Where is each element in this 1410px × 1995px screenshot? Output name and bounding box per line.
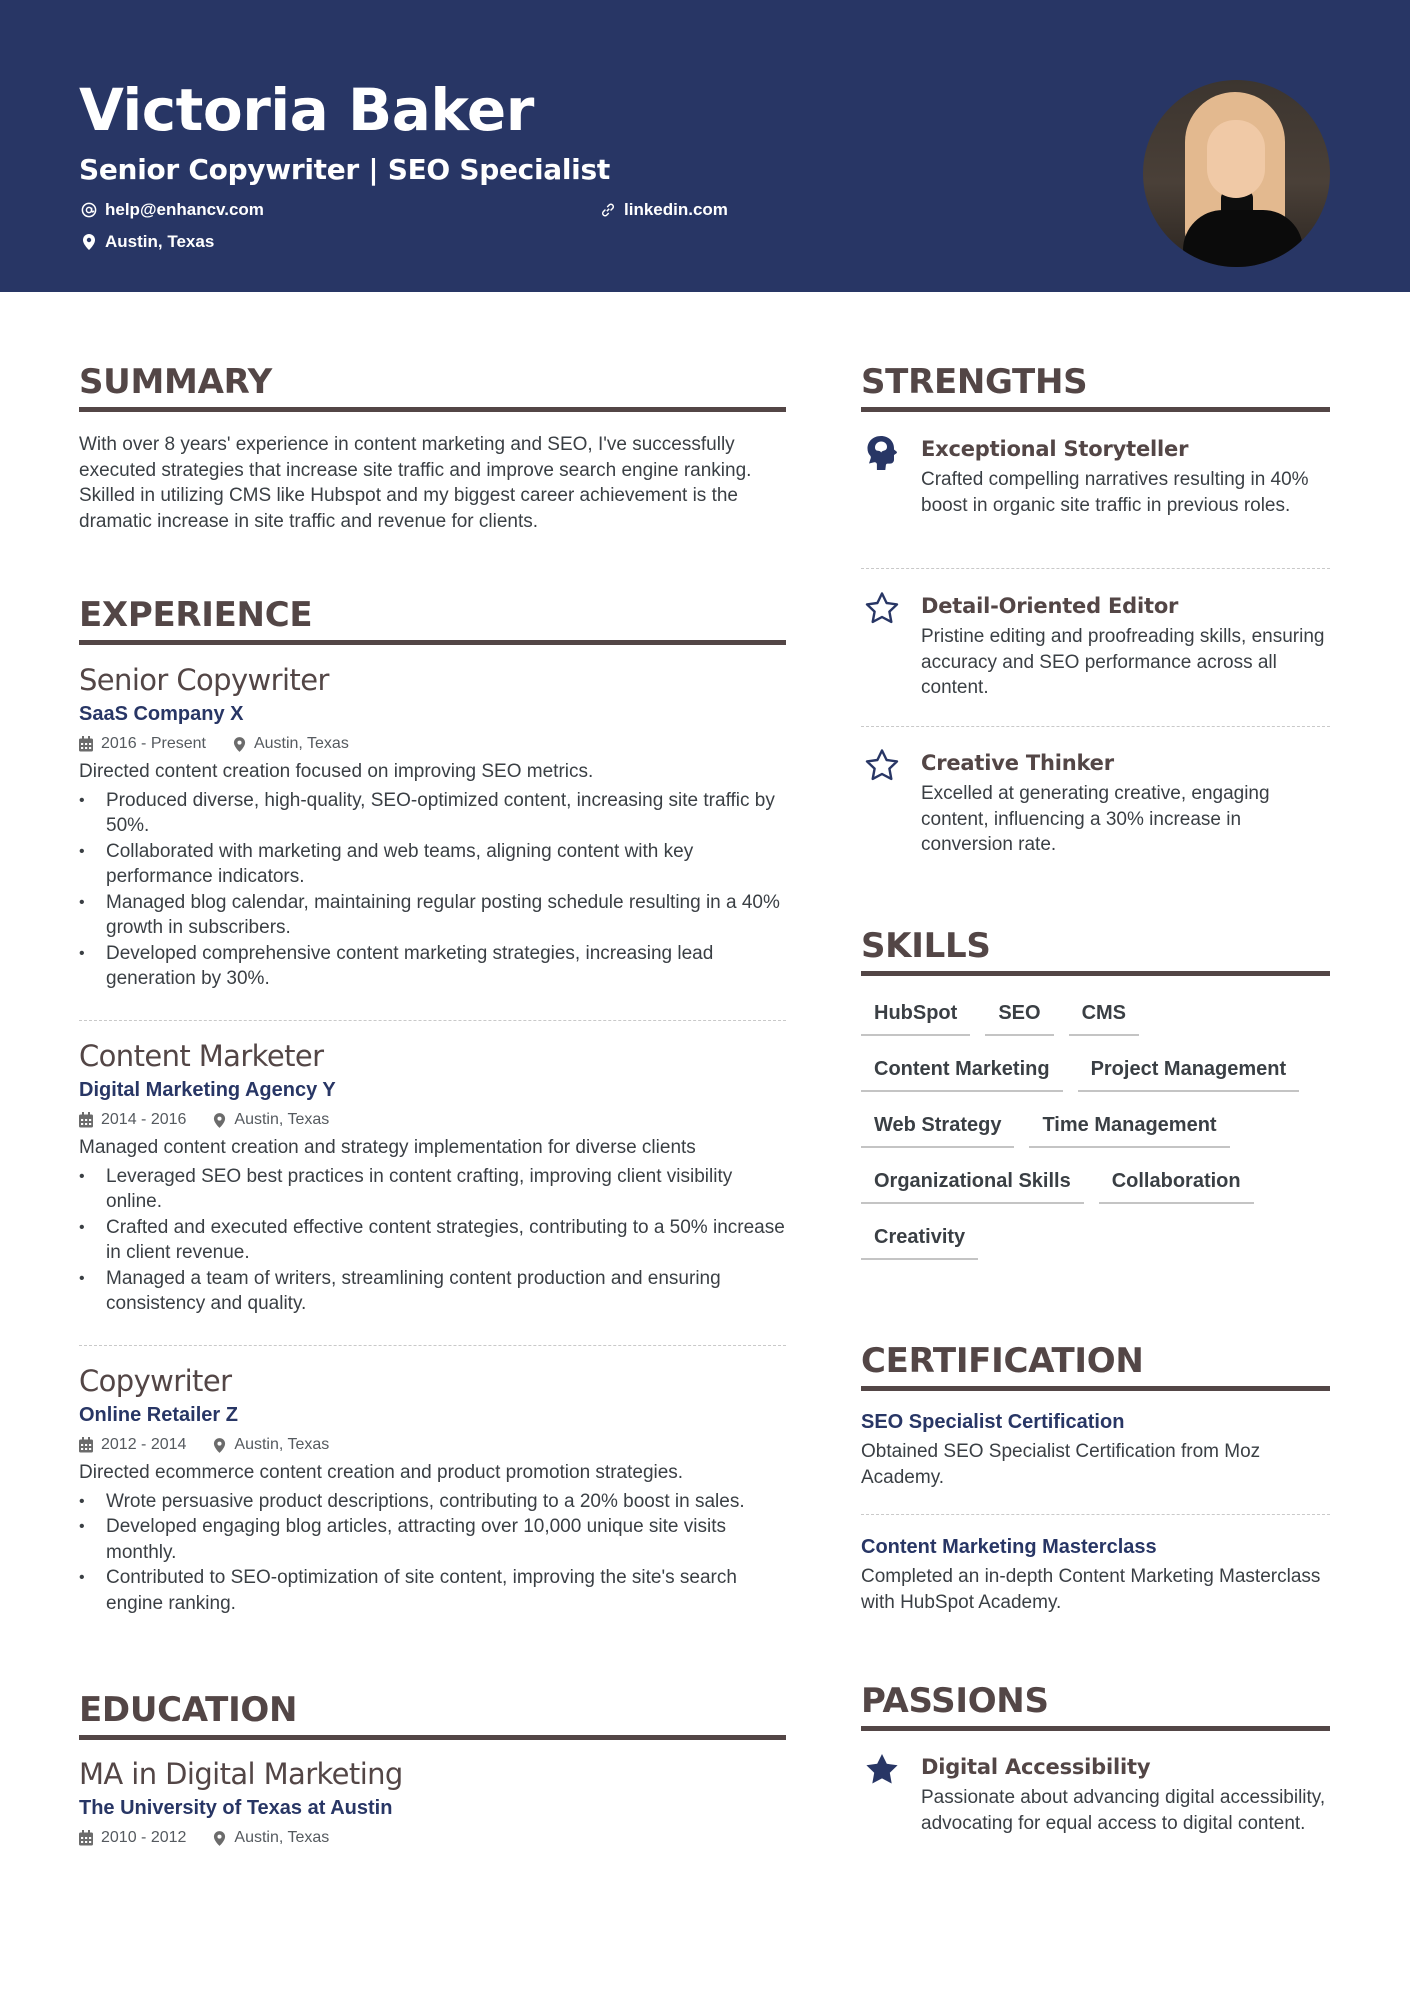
job-company: SaaS Company X xyxy=(79,703,244,725)
brain-head-icon xyxy=(864,434,900,470)
certification-item xyxy=(861,1533,1330,1615)
divider xyxy=(861,1514,1330,1515)
resume-header xyxy=(0,0,1410,292)
section-title-summary: SUMMARY xyxy=(79,362,786,412)
strength-title: Exceptional Storyteller xyxy=(921,437,1189,461)
education-meta xyxy=(79,1826,786,1850)
summary-text: With over 8 years' experience in content marketing and SEO, I've successfully executed strategies that increase site traffic and improve search engine ranking. Skilled in utilizing CMS like Hubspot and my biggest career achievement is the dramatic increase in site traffic and revenue for clients. xyxy=(79,434,752,532)
section-title-passions: PASSIONS xyxy=(861,1681,1330,1731)
job-location xyxy=(233,732,349,756)
divider xyxy=(861,568,1330,569)
strength-title: Creative Thinker xyxy=(921,751,1114,775)
bullet-item: • Crafted and executed effective content strategies, contributing to a 50% increase in client revenue. xyxy=(79,1215,786,1266)
strength-description: Excelled at generating creative, engaging content, influencing a 30% increase in conversion rate. xyxy=(921,783,1270,855)
job-dates xyxy=(79,1108,186,1132)
contact-location xyxy=(79,231,214,253)
job-dates xyxy=(79,732,206,756)
dates-text: 2012 - 2014 xyxy=(101,1436,187,1453)
strength-item xyxy=(861,591,1330,701)
location-pin-icon xyxy=(213,1830,226,1847)
job-location xyxy=(213,1108,329,1132)
location-text: Austin, Texas xyxy=(253,735,349,752)
experience-item xyxy=(79,1038,786,1317)
job-bullets xyxy=(79,788,786,992)
calendar-icon xyxy=(79,736,93,752)
certification-description: Obtained SEO Specialist Certification from Moz Academy. xyxy=(861,1441,1261,1488)
strength-item xyxy=(861,748,1330,858)
location-pin-icon xyxy=(213,1112,226,1129)
bullet-item: • Leveraged SEO best practices in content crafting, improving client visibility online. xyxy=(79,1164,786,1215)
school: The University of Texas at Austin xyxy=(79,1797,393,1819)
education-item xyxy=(79,1756,786,1850)
job-dates xyxy=(79,1433,186,1457)
job-description: Managed content creation and strategy implementation for diverse clients xyxy=(79,1137,696,1158)
certification-title: SEO Specialist Certification xyxy=(861,1411,1125,1433)
skill-tag: CMS xyxy=(1069,996,1139,1036)
job-company: Online Retailer Z xyxy=(79,1404,238,1426)
location-text: Austin, Texas xyxy=(234,1111,330,1128)
degree: MA in Digital Marketing xyxy=(79,1757,403,1791)
skill-tag: Web Strategy xyxy=(861,1108,1014,1148)
calendar-icon xyxy=(79,1437,93,1453)
dates-text: 2016 - Present xyxy=(101,735,206,752)
bullet-item: • Developed engaging blog articles, attracting over 10,000 unique site visits monthly. xyxy=(79,1514,786,1565)
email-text[interactable]: help@enhancv.com xyxy=(105,200,264,219)
location-pin-icon xyxy=(213,1437,226,1454)
location-text: Austin, Texas xyxy=(234,1436,330,1453)
job-description: Directed content creation focused on improving SEO metrics. xyxy=(79,761,594,782)
experience-item xyxy=(79,662,786,992)
calendar-icon xyxy=(79,1830,93,1846)
location-text: Austin, Texas xyxy=(234,1829,330,1846)
job-meta xyxy=(79,1433,786,1457)
at-icon xyxy=(79,200,99,220)
skill-tag: Time Management xyxy=(1029,1108,1229,1148)
location-pin-icon xyxy=(233,736,246,753)
skill-row xyxy=(861,1220,1330,1260)
skill-row xyxy=(861,1108,1330,1148)
bullet-item: • Produced diverse, high-quality, SEO-optimized content, increasing site traffic by 50%. xyxy=(79,788,786,839)
job-role: Copywriter xyxy=(79,1364,232,1398)
divider xyxy=(79,1345,786,1346)
location-text: Austin, Texas xyxy=(105,232,215,251)
dates-text: 2010 - 2012 xyxy=(101,1829,187,1846)
strength-description: Crafted compelling narratives resulting in 40% boost in organic site traffic in previous roles. xyxy=(921,469,1309,516)
passion-title: Digital Accessibility xyxy=(921,1755,1151,1779)
strength-description: Pristine editing and proofreading skills, ensuring accuracy and SEO performance across all content. xyxy=(921,626,1325,698)
bullet-item: • Wrote persuasive product descriptions, contributing to a 20% boost in sales. xyxy=(79,1489,786,1515)
passion-item xyxy=(861,1752,1330,1836)
skill-tag: Organizational Skills xyxy=(861,1164,1084,1204)
skill-row xyxy=(861,1052,1330,1092)
star-filled-icon xyxy=(864,1752,900,1788)
skill-tag: Content Marketing xyxy=(861,1052,1063,1092)
link-icon xyxy=(598,200,618,220)
bullet-item: • Managed blog calendar, maintaining regular posting schedule resulting in a 40% growth in subscribers. xyxy=(79,890,786,941)
education-location xyxy=(213,1826,329,1850)
job-role: Senior Copywriter xyxy=(79,663,329,697)
certification-description: Completed an in-depth Content Marketing Masterclass with HubSpot Academy. xyxy=(861,1566,1321,1613)
bullet-item: • Managed a team of writers, streamlining content production and ensuring consistency and quality. xyxy=(79,1266,786,1317)
certification-title: Content Marketing Masterclass xyxy=(861,1536,1157,1558)
linkedin-text[interactable]: linkedin.com xyxy=(624,200,728,219)
bullet-item: • Contributed to SEO-optimization of site content, improving the site's search engine ranking. xyxy=(79,1565,786,1616)
dates-text: 2014 - 2016 xyxy=(101,1111,187,1128)
skills-list xyxy=(861,996,1330,1276)
photo-turtleneck xyxy=(1183,210,1303,267)
skill-tag: HubSpot xyxy=(861,996,970,1036)
photo-face xyxy=(1207,120,1265,198)
bullet-item: • Collaborated with marketing and web teams, aligning content with key performance indicators. xyxy=(79,839,786,890)
passion-description: Passionate about advancing digital accessibility, advocating for equal access to digital content. xyxy=(921,1787,1326,1834)
skill-tag: Collaboration xyxy=(1099,1164,1254,1204)
skill-tag: Project Management xyxy=(1078,1052,1300,1092)
strength-title: Detail-Oriented Editor xyxy=(921,594,1179,618)
job-meta xyxy=(79,1108,786,1132)
skill-tag: SEO xyxy=(985,996,1053,1036)
strength-item xyxy=(861,434,1330,518)
job-bullets xyxy=(79,1489,786,1617)
profile-photo xyxy=(1143,80,1330,267)
job-role: Content Marketer xyxy=(79,1039,324,1073)
skill-row xyxy=(861,1164,1330,1204)
section-title-skills: SKILLS xyxy=(861,926,1330,976)
section-title-experience: EXPERIENCE xyxy=(79,595,786,645)
star-outline-icon xyxy=(864,591,900,627)
skill-row xyxy=(861,996,1330,1036)
certification-item xyxy=(861,1408,1330,1490)
calendar-icon xyxy=(79,1112,93,1128)
section-title-certification: CERTIFICATION xyxy=(861,1341,1330,1391)
section-title-education: EDUCATION xyxy=(79,1690,786,1740)
section-title-strengths: STRENGTHS xyxy=(861,362,1330,412)
divider xyxy=(79,1020,786,1021)
contact-linkedin[interactable] xyxy=(598,199,728,221)
job-company: Digital Marketing Agency Y xyxy=(79,1079,336,1101)
job-meta xyxy=(79,732,786,756)
bullet-item: • Developed comprehensive content marketing strategies, increasing lead generation by 30%. xyxy=(79,941,786,992)
experience-item xyxy=(79,1363,786,1616)
location-pin-icon xyxy=(79,232,99,252)
education-dates xyxy=(79,1826,186,1850)
job-bullets xyxy=(79,1164,786,1317)
divider xyxy=(861,726,1330,727)
job-description: Directed ecommerce content creation and product promotion strategies. xyxy=(79,1462,684,1483)
job-location xyxy=(213,1433,329,1457)
candidate-title: Senior Copywriter | SEO Specialist xyxy=(79,153,610,186)
skill-tag: Creativity xyxy=(861,1220,978,1260)
candidate-name: Victoria Baker xyxy=(79,76,534,144)
star-outline-icon xyxy=(864,748,900,784)
contact-email[interactable] xyxy=(79,199,264,221)
